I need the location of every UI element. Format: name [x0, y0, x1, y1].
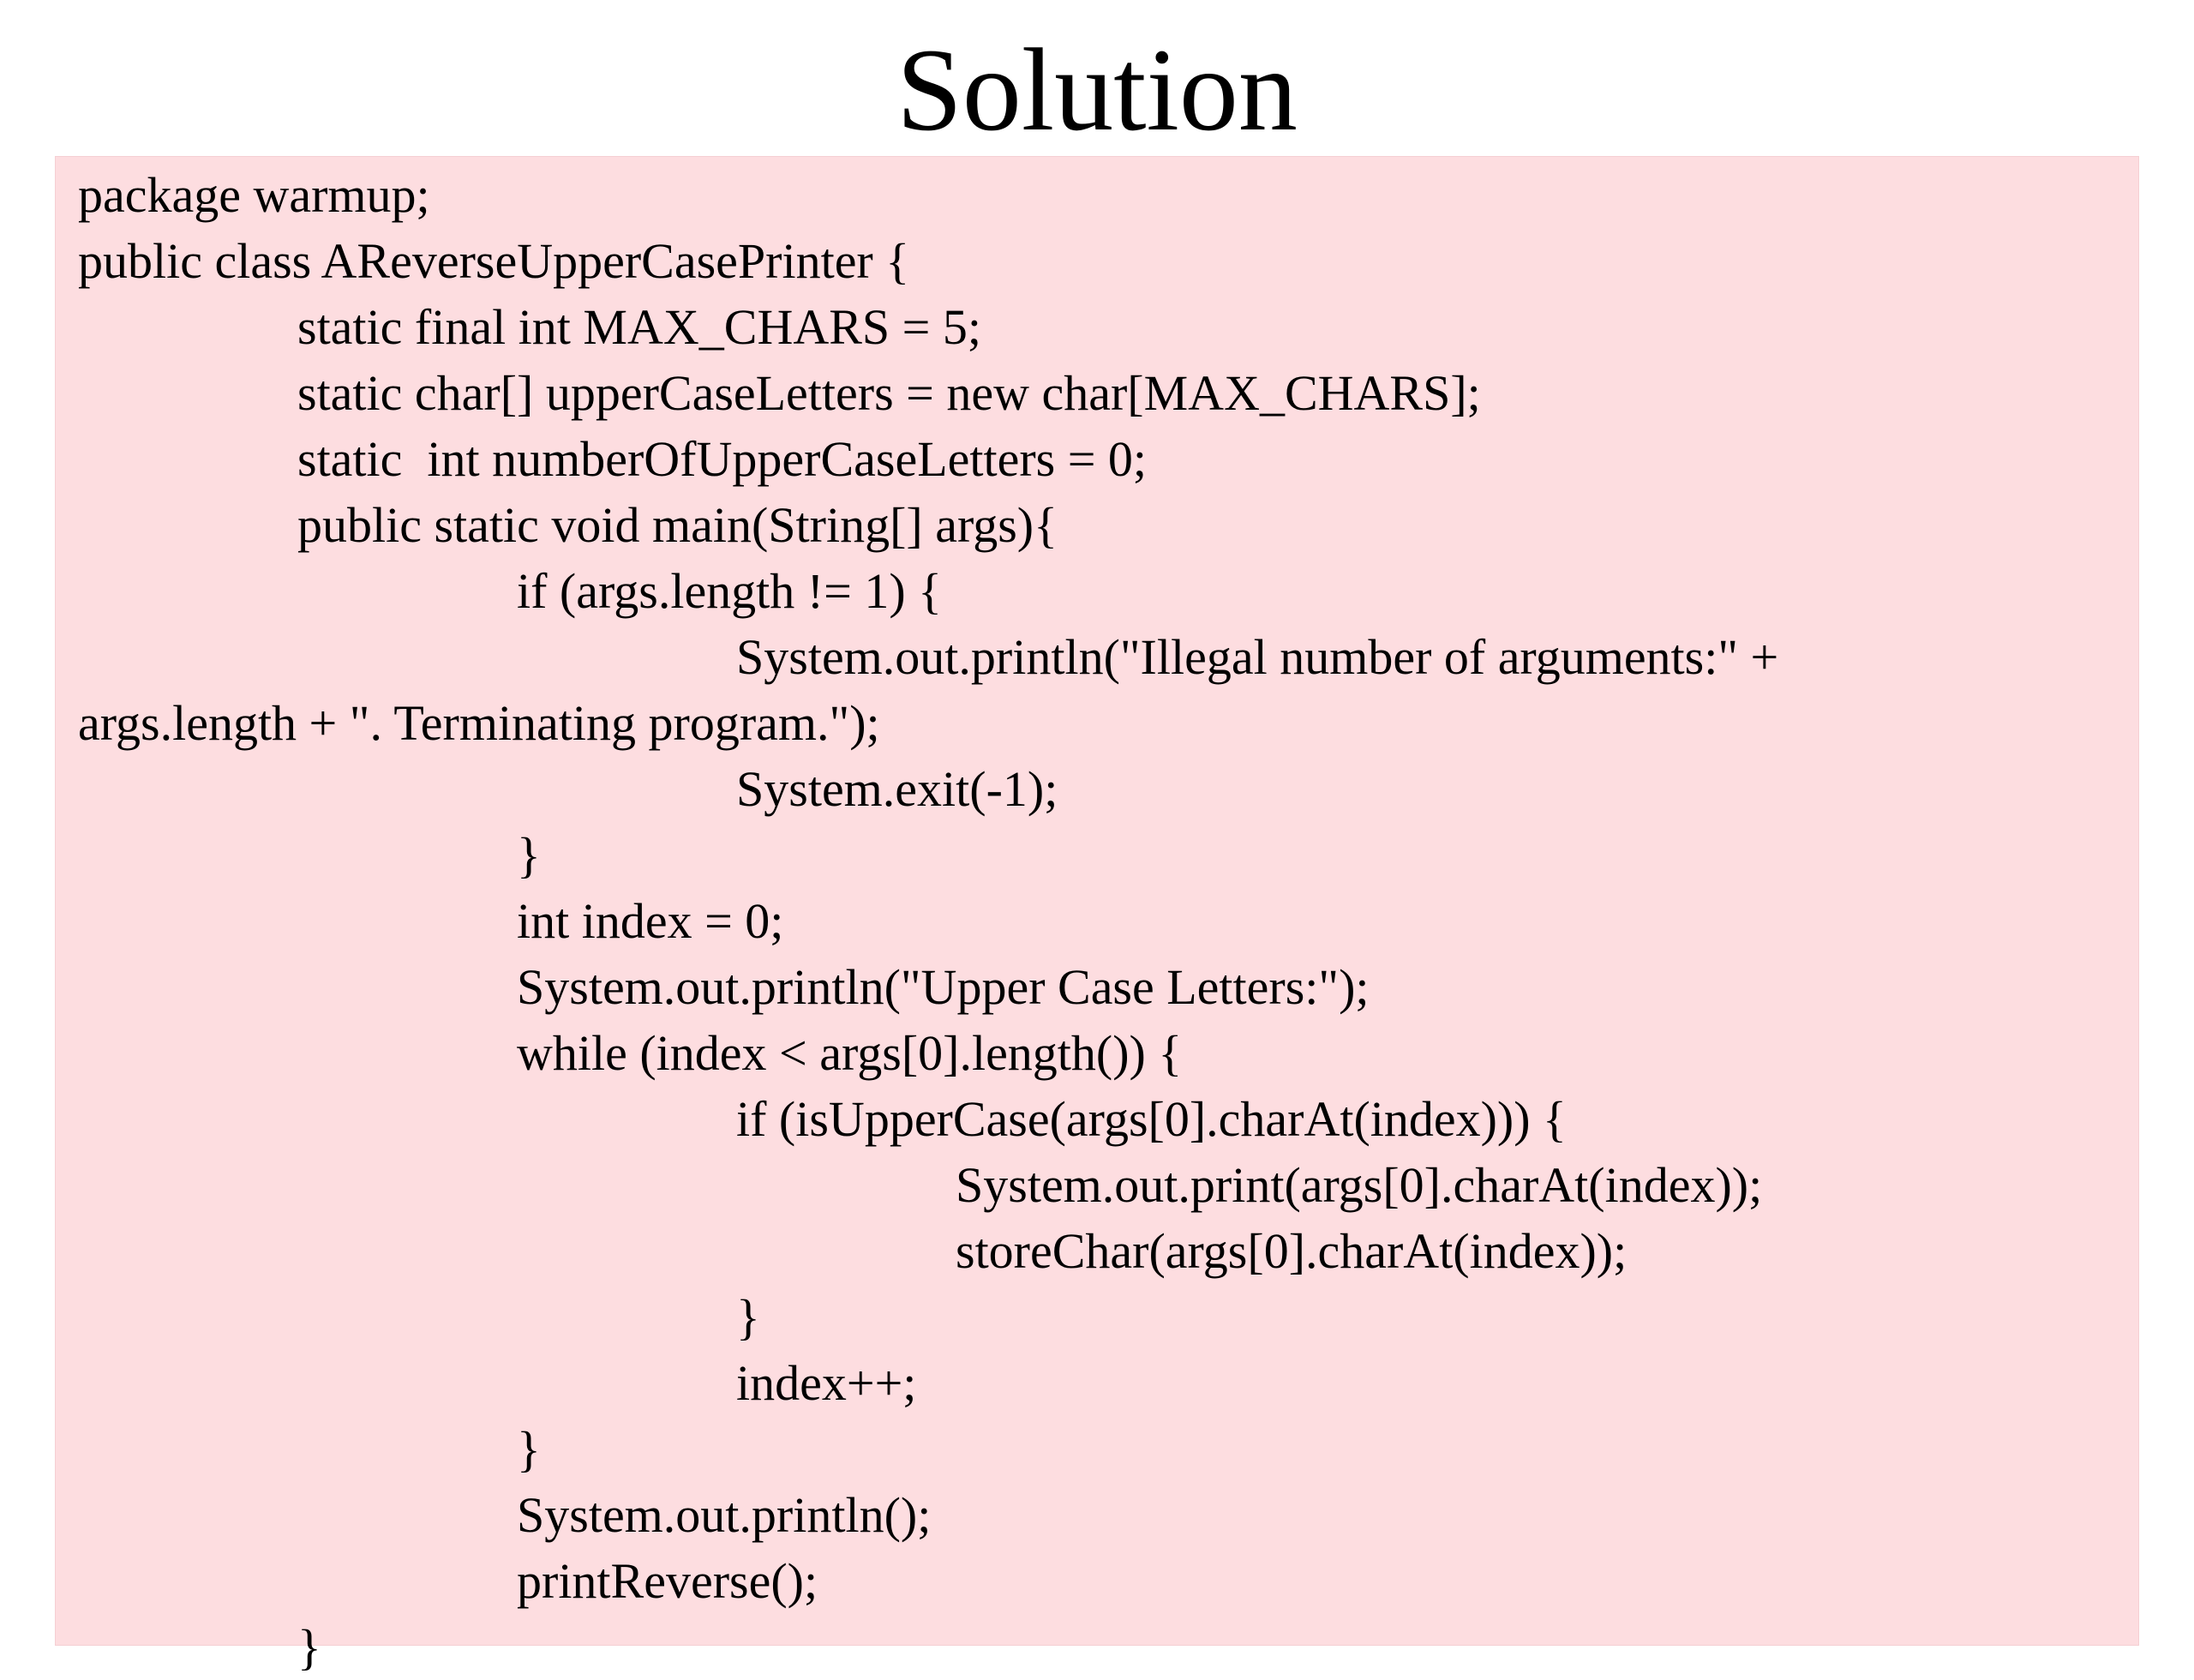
code-line: System.out.println(); — [517, 1487, 932, 1543]
code-line: System.exit(-1); — [736, 761, 1058, 817]
code-line: int index = 0; — [517, 893, 784, 949]
code-line: static final int MAX_CHARS = 5; — [297, 299, 981, 355]
slide-title: Solution — [896, 24, 1298, 155]
code-line: if (isUpperCase(args[0].charAt(index))) { — [736, 1091, 1567, 1147]
code-line: if (args.length != 1) { — [517, 563, 942, 619]
code-line: storeChar(args[0].charAt(index)); — [956, 1223, 1628, 1279]
code-line: } — [736, 1289, 760, 1345]
code-line: } — [517, 1421, 541, 1477]
code-line: printReverse(); — [517, 1553, 818, 1609]
code-line: package warmup; — [78, 167, 430, 223]
code-line: static int numberOfUpperCaseLetters = 0; — [297, 431, 1148, 487]
code-line: System.out.println("Illegal number of arguments:" + — [736, 629, 1779, 685]
code-block — [55, 156, 2139, 1675]
code-line: while (index < args[0].length()) { — [517, 1025, 1183, 1081]
code-line: } — [517, 827, 541, 883]
code-line: System.out.println("Upper Case Letters:"); — [517, 959, 1370, 1015]
code-line: static char[] upperCaseLetters = new char[MAX_CHARS]; — [297, 365, 1481, 421]
code-line: args.length + ". Terminating program."); — [78, 695, 880, 751]
code-line: index++; — [736, 1355, 917, 1411]
code-line: public class AReverseUpperCasePrinter { — [78, 233, 910, 289]
code-line: public static void main(String[] args){ — [297, 497, 1058, 553]
code-line: System.out.print(args[0].charAt(index)); — [956, 1157, 1763, 1213]
code-line: } — [297, 1619, 321, 1675]
